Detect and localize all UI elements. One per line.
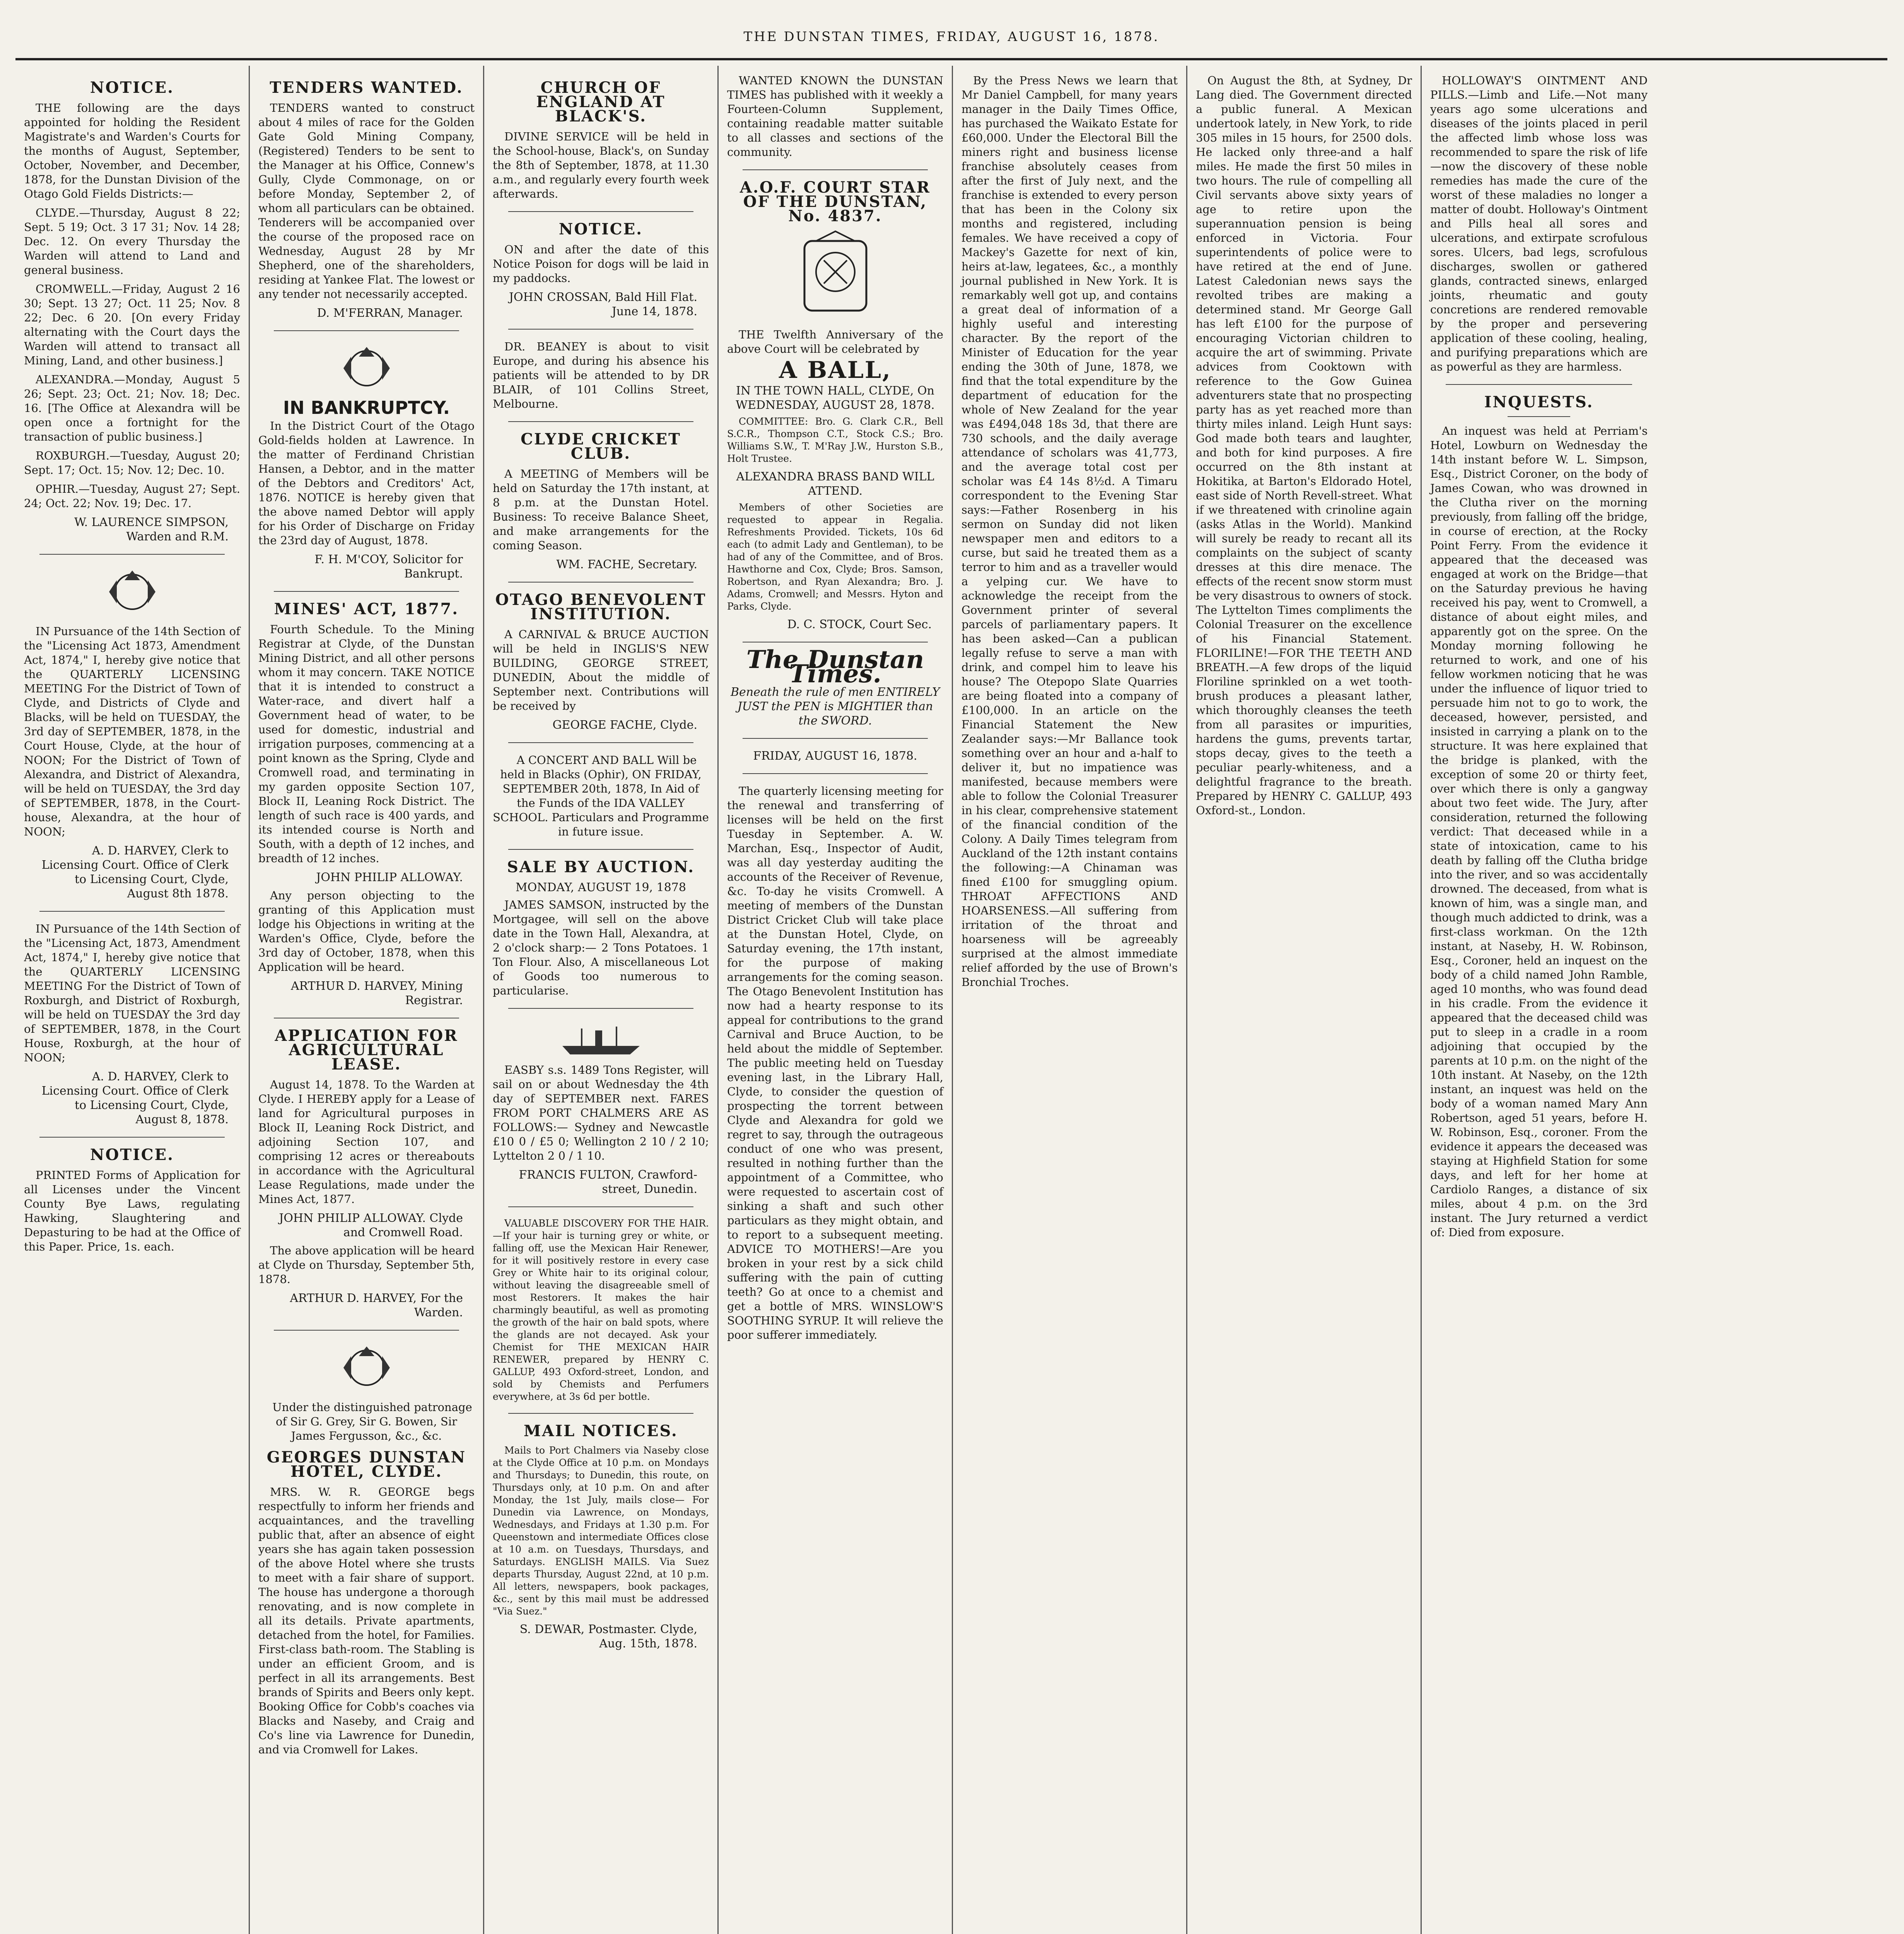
editorial-text: The quarterly licensing meeting for the renewal and transferring of licenses will be held on the first Tuesday in September. A. W. Marchan, Esq., Inspector of Audit, was all day yesterday auditing the accounts of the Receiver of Revenue, &c. To-day he visits Cromwell. A meeting of members of the Dunstan District Cricket Club will take place at the Dunstan Hotel, Clyde, on Saturday evening, the 17th instant, for the purpose of making arrangements for the coming season. The Otago Benevolent Institution has now had a hearty response to its appeal for contributions to the grand Carnival and Bruce Auction, to be held about the middle of September. The public meeting held on Tuesday evening last, in the Library Hall, Clyde, to consider the question of prospecting the torrent between Clyde and Alexandra for gold we regret to say, through the outrageous conduct of one who was present, resulted in nothing further than the appointment of a Committee, who were requested to ascertain cost of sinking a shaft and such other particulars as they might obtain, and to report to a subsequent meeting. ADVICE TO MOTHERS!—Are you broken in your rest by a sick child suffering with the pain of cutting teeth? Go at once to a chemist and get a bottle of MRS. WINSLOW'S SOOTHING SYRUP. It will relieve the poor sufferer immediately. — [727, 784, 943, 1341]
inquests-text: An inquest was held at Perriam's Hotel, Lowburn on Wednesday the 14th instant before W. L. Simpson, Esq., District Coroner, on the body of James Cowan, who was drowned in the Clutha river on the morning previously, from falling off the bridge, in course of erection, at the Rocky Point Ferry. From the evidence it appeared that the deceased was engaged at work on the Bridge—that on the Saturday previous he having received his pay, went to Cromwell, a distance of about eight miles, and apparently got on the spree. On the Monday morning following he returned to work, and one of his fellow workmen noticing that he was under the influence of liquor tried to persuade him not to go to work, the deceased, however, persisted, and insisted in carrying a plank on to the structure. It was here explained that the bridge is planked, with the exception of some 20 or thirty feet, over which there is only a gangway about two feet wide. The Jury, after consideration, returned the following verdict: That deceased while in a state of intoxication, came to his death by falling off the Clutha bridge into the river, and so was accidentally drowned. The deceased, from what is known of him, was a single man, and though much addicted to drink, was a first-class workman. On the 12th instant, at Naseby, H. W. Robinson, Esq., Coroner, held an inquest on the body of a child named John Ramble, aged 10 months, who was found dead in his cradle. From the evidence it appeared that the deceased child was put to sleep in a cradle in a room adjoining that occupied by the parents at 10 p.m. on the night of the 10th instant. At Naseby, on the 12th instant, an inquest was held on the body of a woman named Mary Ann Robertson, aged 51 years, before H. W. Robinson, Esq., coroner. From the evidence it appears the deceased was staying at Highfield Station for some days, and left for her home at Cardiolo Ranges, a distance of six miles, about 4 p.m. on the 3rd instant. The Jury returned a verdict of: Died from exposure. — [1430, 424, 1648, 1239]
editorial-dateline: FRIDAY, AUGUST 16, 1878. — [753, 749, 917, 763]
ship-text: EASBY s.s. 1489 Tons Register, will sail on or about Wednesday the 4th day of SEPTEMBER next. FARES FROM PORT CHALMERS ARE AS FOLLOWS:— Sydney and Newcastle £10 0 / £5 0; Wellington 2 10 / 2 10; Lyttelton 2 0 / 1 10. — [493, 1063, 709, 1162]
divider — [39, 911, 225, 912]
mines-signature-2: ARTHUR D. HARVEY, Mining Registrar. — [290, 979, 463, 1007]
inquests-heading: INQUESTS. — [1484, 393, 1594, 411]
divider — [508, 849, 693, 850]
divider — [508, 742, 693, 743]
notice2-heading: NOTICE. — [90, 1146, 174, 1164]
column-2 — [250, 66, 484, 1934]
column-7 — [1422, 66, 1656, 1934]
divider — [508, 582, 693, 583]
agricultural-signature-2: ARTHUR D. HARVEY, For the Warden. — [290, 1292, 463, 1319]
tenders-text: TENDERS wanted to construct about 4 miles of race for the Golden Gate Gold Mining Company, (Registered) Tenders to be sent to the Manager at his Office, Connew's Gully, Clyde Commonage, on or before Monday, September 2, of whom all particulars can be obtained. Tenderers will be accompanied over the course of the proposed race on Wednesday, August 28 by Mr Shepherd, one of the shareholders, residing at Yankee Flat. The lowest or any tender not necessarily accepted. — [258, 101, 475, 301]
column-3 — [484, 66, 719, 1934]
church-heading: CHURCH OF ENGLAND AT BLACK'S. — [536, 79, 666, 125]
masthead: THE DUNSTAN TIMES, FRIDAY, AUGUST 16, 1878. — [15, 15, 1887, 60]
divider — [743, 773, 928, 774]
court-secretary: D. C. STOCK, Court Sec. — [787, 618, 932, 631]
cricket-text: A MEETING of Members will be held on Saturday the 17th instant, at 8 p.m. at the Dunstan Hotel. Business: To receive Balance Sheet, and make arrangements for the coming Season. — [493, 467, 709, 552]
mines-signature: JOHN PHILIP ALLOWAY. — [316, 871, 463, 884]
column-1 — [15, 66, 250, 1934]
sale-date: MONDAY, AUGUST 19, 1878 — [516, 881, 686, 894]
poison-notice-text: ON and after the date of this Notice Poison for dogs will be laid in my paddocks. — [493, 243, 709, 285]
wanted-known-text: WANTED KNOWN the DUNSTAN TIMES has published with it weekly a Fourteen-Column Supplement, containing readable matter suitable to all classes and sections of the community. — [727, 74, 943, 159]
column-6 — [1187, 66, 1422, 1934]
divider — [274, 1330, 459, 1331]
clyde-dates: CLYDE.—Thursday, August 8 22; Sept. 5 19; Oct. 3 17 31; Nov. 14 28; Dec. 12. On every Thursday the Warden will attend to Land and general business. — [24, 206, 240, 277]
notice-text: THE following are the days appointed for holding the Resident Magistrate's and Warden's Courts for the months of August, September, October, November, and December, 1878, for the Dunstan Division of the Otago Gold Fields Districts:— — [24, 101, 240, 200]
alexandra-dates: ALEXANDRA.—Monday, August 5 26; Sept. 23; Oct. 21; Nov. 18; Dec. 16. [The Office at Alexandra will be open once a fortnight for the transaction of public business.] — [24, 373, 240, 443]
divider — [508, 421, 693, 422]
poison-notice-heading: NOTICE. — [558, 220, 643, 238]
divider — [1446, 384, 1632, 385]
divider — [508, 1008, 693, 1009]
divider — [508, 1206, 693, 1207]
agricultural-text: August 14, 1878. To the Warden at Clyde. I HEREBY apply for a Lease of land for Agricultural purposes in Block II, Leaning Rock District, and adjoining Section 107, and comprising 12 acres or thereabouts in accordance with the Agricultural Lease Regulations, made under the Mines Act, 1877. — [258, 1078, 475, 1206]
news-column-6: On August the 8th, at Sydney, Dr Lang died. The Government directed a public funeral. A Mexican undertook lately, in New York, to ride 305 miles in 15 hours, for 2500 dols. He lacked only three-and a half miles. He made the first 50 miles in two hours. The rule of compelling all Civil servants above sixty years of age to retire upon the superannuation pension is being enforced in Victoria. Four superintendents of police were to have retired at the end of June. Latest Caledonian news says the revolted tribes are making a determined stand. Mr George Gall has left £100 for the purpose of encouraging Victorian children to acquire the art of swimming. Private advices from Cooktown with reference to the Gow Guinea adventurers state that no prospecting party has as yet reached more than thirty miles inland. Leigh Hunt says: God made both tears and laughter, and both for kind purposes. A fire occurred on the 8th instant at Hokitika, at Barton's Eldorado Hotel, east side of North Revell-street. What if we threatened with crinoline again (asks Atlas in the World). Mankind will surely be ready to recant all its complaints on the subject of scanty dresses at this dire menace. The effects of the recent snow storm must be very disastrous to owners of stock. The Lyttelton Times compliments the Colonial Treasurer on the excellence of his Financial Statement. FLORILINE!—FOR THE TEETH AND BREATH.—A few drops of the liquid Floriline sprinkled on a wet tooth-brush produces a pleasant lather, which thoroughly cleanses the teeth from all parasites or impurities, hardens the gums, prevents tartar, stops decay, gives to the teeth a peculiar pearly-whiteness, and a delightful fragrance to the breath. Prepared by HENRY C. GALLUP, 493 Oxford-st., London. — [1196, 74, 1412, 817]
divider — [1508, 416, 1570, 417]
bankruptcy-heading: IN BANKRUPTCY. — [283, 397, 450, 418]
notice-heading: NOTICE. — [90, 79, 174, 97]
divider — [274, 330, 459, 331]
clerk-signature-1: A. D. HARVEY, Clerk to Licensing Court. Office of Clerk to Licensing Court, Clyde, August 8th 1878. — [41, 844, 229, 900]
concert-text: A CONCERT AND BALL Will be held in Blacks (Ophir), ON FRIDAY, SEPTEMBER 20th, 1878, In Aid of the Funds of the IDA VALLEY SCHOOL. Particulars and Programme in future issue. — [493, 753, 709, 838]
tenders-heading: TENDERS WANTED. — [270, 79, 463, 97]
band-notice: ALEXANDRA BRASS BAND WILL ATTEND. — [736, 470, 934, 498]
divider — [39, 1137, 225, 1138]
notice2-text: PRINTED Forms of Application for all Licenses under the Vincent County Bye Laws, regulating Hawking, Slaughtering and Depasturing to be had at the Office of this Paper. Price, 1s. each. — [24, 1169, 240, 1253]
mail-signature: S. DEWAR, Postmaster. Clyde, Aug. 15th, 1878. — [519, 1623, 697, 1650]
licensing-notice-2: IN Pursuance of the 14th Section of the "Licensing Act, 1873, Amendment Act, 1874," I, hereby give notice that the QUARTERLY LICENSING MEETING For the District of Town of Roxburgh, and District of Roxburgh, will be held on TUESDAY the 3rd day of SEPTEMBER, 1878, in the Court House, Roxburgh, at the hour of NOON; — [24, 922, 240, 1064]
poison-notice-signature: JOHN CROSSAN, Bald Hill Flat. June 14, 1878. — [509, 290, 697, 318]
hotel-text: MRS. W. R. GEORGE begs respectfully to inform her friends and acquaintances, and the travelling public that, after an absence of eight years she has again taken possession of the above Hotel where she trusts to meet with a fair share of support. The house has undergone a thorough renovating, and is now complete in all its details. Private apartments, detached from the hotel, for Families. First-class bath-room. The Stabling is under an efficient Groom, and is perfect in all its arrangements. Best brands of Spirits and Beers only kept. Booking Office for Cobb's coaches via Blacks and Naseby, and Craig and Co's line via Lawrence for Dunedin, and via Cromwell for Lakes. — [258, 1485, 475, 1756]
agricultural-text-2: The above application will be heard at Clyde on Thursday, September 5th, 1878. — [258, 1244, 475, 1286]
divider — [743, 738, 928, 739]
divider — [508, 1413, 693, 1414]
column-5 — [953, 66, 1187, 1934]
cromwell-dates: CROMWELL.—Friday, August 2 16 30; Sept. 13 27; Oct. 11 25; Nov. 8 22; Dec. 6 20. [On every Friday alternating with the Court days the Warden will attend to transact all Mining, Land, and other business.] — [24, 282, 240, 367]
sale-heading: SALE BY AUCTION. — [507, 858, 695, 876]
agricultural-signature: JOHN PHILIP ALLOWAY. Clyde and Cromwell Road. — [279, 1211, 463, 1239]
ophir-dates: OPHIR.—Tuesday, August 27; Sept. 24; Oct. 22; Nov. 19; Dec. 17. — [24, 482, 240, 510]
otago-text: A CARNIVAL & BRUCE AUCTION will be held in INGLIS'S NEW BUILDING, GEORGE STREET, DUNEDIN, About the middle of September next. Contributions will be received by — [493, 628, 709, 712]
licensing-notice-1: IN Pursuance of the 14th Section of the "Licensing Act 1873, Amendment Act, 1874," I, hereby give notice that the QUARTERLY LICENSING MEETING For the District of Town of Clyde, and Districts of Clyde and Blacks, will be held on TUESDAY, the 3rd day of SEPTEMBER, 1878, in the Court House, Clyde, at the hour of NOON; For the District of Town of Alexandra, and District of Alexandra, will be held on TUESDAY, the 3rd day of SEPTEMBER, 1878, in the Court-house, Alexandra, at the hour of NOON; — [24, 625, 240, 838]
cricket-signature: WM. FACHE, Secretary. — [556, 558, 697, 571]
forester-emblem-icon — [727, 229, 943, 322]
sale-text: JAMES SAMSON, instructed by the Mortgagee, will sell on the above date in the Town Hall, Alexandra, at 2 o'clock sharp:— 2 Tons Potatoes. 1 Ton Flour. Also, A miscellaneous Lot of Goods too numerous to particularise. — [493, 898, 709, 997]
mines-text-2: Any person objecting to the granting of this Application must lodge his Objections in writing at the Warden's Office, Clyde, before the 3rd day of October, 1878, when this Application will be heard. — [258, 889, 475, 974]
ball-intro: THE Twelfth Anniversary of the above Court will be celebrated by — [727, 328, 943, 355]
beaney-notice: DR. BEANEY is about to visit Europe, and during his absence his patients will be attended to by DR BLAIR, of 101 Collins Street, Melbourne. — [493, 340, 709, 410]
bankruptcy-signature: F. H. M'COY, Solicitor for Bankrupt. — [314, 553, 463, 581]
newspaper-title: The Dunstan Times. — [746, 645, 924, 689]
ball-title: A BALL, — [779, 357, 891, 384]
divider — [743, 169, 928, 170]
otago-heading: OTAGO BENEVOLENT INSTITUTION. — [495, 591, 707, 623]
page-columns — [15, 66, 1891, 1934]
divider — [274, 591, 459, 592]
roxburgh-dates: ROXBURGH.—Tuesday, August 20; Sept. 17; Oct. 15; Nov. 12; Dec. 10. — [24, 449, 240, 477]
divider — [39, 554, 225, 555]
warden-signature: W. LAURENCE SIMPSON, Warden and R.M. — [74, 516, 229, 543]
otago-signature: GEORGE FACHE, Clyde. — [552, 718, 697, 732]
mail-heading: MAIL NOTICES. — [524, 1422, 678, 1440]
patronage-text: Under the distinguished patronage of Sir G. Grey, Sir G. Bowen, Sir James Fergusson, &c., &c. — [272, 1401, 472, 1442]
column-4 — [719, 66, 953, 1934]
mines-text: Fourth Schedule. To the Mining Registrar at Clyde, of the Dunstan Mining District, and all other persons whom it may concern. TAKE NOTICE that it is intended to construct a Water-race, and divert half a Government head of water, to be used for domestic, industrial and irrigation purposes, commencing at a point known as the Spring, Clyde and Cromwell road, and terminating in my garden opposite Section 107, Block II, Leaning Rock District. The length of such race is 400 yards, and its intended course is North and South, with a depth of 12 inches, and breadth of 12 inches. — [258, 623, 475, 865]
tenders-signature: D. M'FERRAN, Manager. — [317, 306, 463, 320]
cricket-heading: CLYDE CRICKET CLUB. — [521, 430, 681, 463]
steamship-icon — [493, 1019, 709, 1058]
divider — [508, 211, 693, 212]
church-text: DIVINE SERVICE will be held in the School-house, Black's, on Sunday the 8th of September, 1878, at 11.30 a.m., and regularly every fourth week afterwards. — [493, 130, 709, 200]
ball-location: IN THE TOWN HALL, CLYDE, On WEDNESDAY, AUGUST 28, 1878. — [736, 384, 935, 412]
divider — [508, 329, 693, 330]
newspaper-motto: Beneath the rule of men ENTIRELY JUST the PEN is MIGHTIER than the SWORD. — [731, 685, 940, 728]
clerk-signature-2: A. D. HARVEY, Clerk to Licensing Court. Office of Clerk to Licensing Court, Clyde, August 8, 1878. — [41, 1070, 229, 1126]
royal-crest-icon — [24, 565, 240, 619]
aof-heading: A.O.F. COURT STAR OF THE DUNSTAN, No. 4837. — [739, 178, 931, 225]
ball-tickets: Members of other Societies are requested to appear in Regalia. Refreshments Provided. Tickets, 10s 6d each (to admit Lady and Gentleman), to be had of any of the Committee, and of Bros. Hawthorne and Cox, Clyde; Bros. Samson, Robertson, and Ryan Alexandra; Bro. J. Adams, Cromwell; and Messrs. Hyton and Parks, Clyde. — [727, 502, 943, 612]
ball-committee: COMMITTEE: Bro. G. Clark C.R., Bell S.C.R., Thompson C.T., Stock C.S.; Bro. Williams S.W., T. M'Ray J.W., Hurston S.B., Holt Trustee. — [727, 416, 943, 464]
bankruptcy-text: In the District Court of the Otago Gold-fields holden at Lawrence. In the matter of Ferdinand Christian Hansen, a Debtor, and in the matter of the Debtors and Creditors' Act, 1876. NOTICE is hereby given that the above named Debtor will apply for his Order of Discharge on Friday the 23rd day of August, 1878. — [258, 419, 475, 547]
hair-advert: VALUABLE DISCOVERY FOR THE HAIR.—If your hair is turning grey or white, or falling off, use the Mexican Hair Renewer, for it will positively restore in every case Grey or White hair to its original colour, without leaving the disagreeable smell of most Restorers. It makes the hair charmingly beautiful, as well as promoting the growth of the hair on bald spots, where the glands are not decayed. Ask your Chemist for THE MEXICAN HAIR RENEWER, prepared by HENRY C. GALLUP, 493 Oxford-street, London, and sold by Chemists and Perfumers everywhere, at 3s 6d per bottle. — [493, 1218, 709, 1402]
ship-signature: FRANCIS FULTON, Crawford-street, Dunedin. — [519, 1168, 697, 1196]
holloway-advert: HOLLOWAY'S OINTMENT AND PILLS.—Limb and Life.—Not many years ago some ulcerations and diseases of the joints placed in peril the affected limb whose loss was recommended to spare the risk of life—now the discovery of these noble remedies has made the cure of the worst of these maladies no longer a matter of doubt. Holloway's Ointment and Pills heal all sores and ulcerations, and extirpate scrofulous sores. Ulcers, bad legs, scrofulous discharges, swollen or gathered glands, contracted sinews, enlarged joints, rheumatic and gouty concretions are rendered removable by the proper and persevering application of these cooling, healing, and purifying preparations which are as powerful as they are harmless. — [1430, 74, 1648, 373]
news-column-5: By the Press News we learn that Mr Daniel Campbell, for many years manager in the Daily Times Office, has purchased the Waikato Estate for £60,000. Under the Electoral Bill the miners right and business license franchise absolutely ceases from after the first of July next, and the franchise is extended to every person that has been in the Colony six months and registered, including females. We have received a copy of Mackey's Gazette for next of kin, heirs at-law, legatees, &c., a monthly journal published in New York. It is remarkably well got up, and contains a great deal of information of a highly useful and interesting character. By the report of the Minister of Education for the year ending the 30th of June, 1878, we find that the total expenditure by the department of education for the whole of New Zealand for the year was £494,048 18s 3d, that there are 730 schools, and the daily average attendance of scholars was 41,773, and the average total cost per scholar was £4 14s 8½d. A Timaru correspondent to the Evening Star says:—Father Rosenberg in his sermon on Sunday did not liken newspaper men and editors to a curse, but said he treated them as a terror to him and as a traveller would a yelping cur. We have to acknowledge the receipt from the Government printer of several parcels of parliamentary papers. It has been asked—Can a publican legally refuse to serve a man with drink, and compel him to leave his house? The Otepopo Slate Quarries are being floated into a company of £100,000. In an article on the Financial Statement the New Zealander says:—Mr Ballance took something over an hour and a-half to deliver it, but no impatience was manifested, because members were able to follow the Colonial Treasurer in his clear, comprehensive statement of the financial condition of the Colony. A Daily Times telegram from Auckland of the 12th instant contains the following:—A Chinaman was fined £100 for smuggling opium. THROAT AFFECTIONS AND HOARSENESS.—All suffering from irritation of the throat and hoarseness will be agreeably surprised at the almost immediate relief afforded by the use of Brown's Bronchial Troches. — [961, 74, 1178, 989]
royal-crest-icon — [258, 1341, 475, 1395]
agricultural-heading: APPLICATION FOR AGRICULTURAL LEASE. — [275, 1027, 458, 1073]
mines-heading: MINES' ACT, 1877. — [274, 600, 459, 618]
royal-crest-icon — [258, 341, 475, 395]
hotel-heading: GEORGES DUNSTAN HOTEL, CLYDE. — [266, 1448, 466, 1481]
mail-text: Mails to Port Chalmers via Naseby close at the Clyde Office at 10 p.m. on Mondays and Thursdays; to Dunedin, this route, on Thursdays only, at 10 p.m. On and after Monday, the 1st July, mails close— For Dunedin via Lawrence, on Mondays, Wednesdays, and Fridays at 1.30 p.m. For Queenstown and intermediate Offices close at 10 a.m. on Tuesdays, Thursdays, and Saturdays. ENGLISH MAILS. Via Suez departs Thursday, August 22nd, at 10 p.m. All letters, newspapers, book packages, &c., sent by this mail must be addressed "Via Suez." — [493, 1445, 709, 1617]
